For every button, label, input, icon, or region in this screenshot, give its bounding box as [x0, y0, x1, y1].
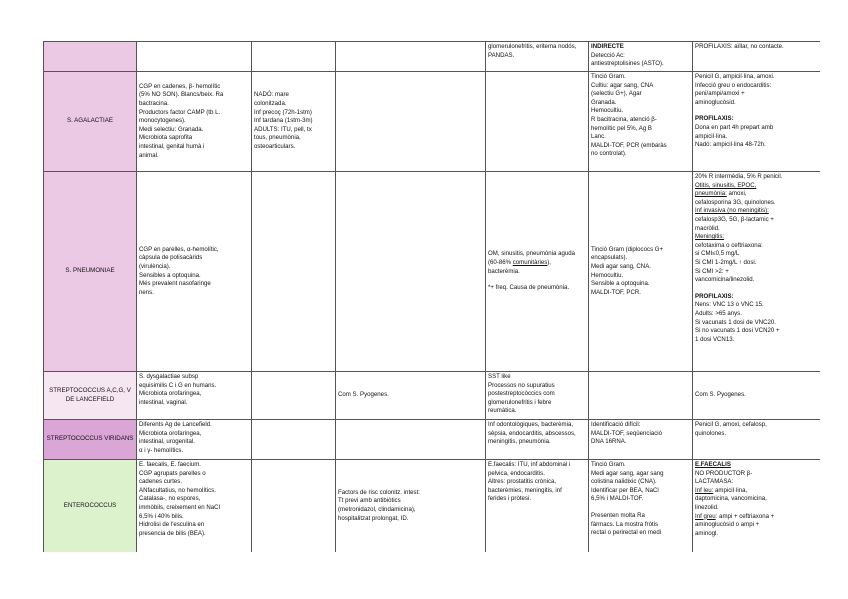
text-line: (60-86% comunitàries),: [488, 258, 552, 266]
text-line: animal.: [139, 151, 159, 159]
text-line: Nens: VNC 13 o VNC 15.: [695, 301, 764, 309]
underlined-text: pneumònia:: [695, 190, 727, 198]
text-line: Si vacunats 1 dosi de VNC20.: [695, 318, 776, 326]
text-line: Tinció Gram.: [591, 461, 626, 468]
text-line: Com S. Pyogenes.: [338, 391, 389, 399]
text-line: Tinció Gram (diplococs G+: [591, 245, 664, 253]
text-line: Detecció Ac:: [591, 51, 625, 59]
text-line: daptomicina, vancomicina,: [695, 495, 767, 503]
text-line: hemolític pel 5%, Ag B: [591, 124, 652, 132]
underlined-text: Inf greu: [695, 512, 716, 520]
text-line: ampicil·lina.: [695, 132, 728, 140]
text-line: Identificació difícil:: [591, 421, 641, 428]
text-line: Hidrolisi de l'esculina en: [139, 521, 205, 529]
text-line: intestinal, genital humà i: [139, 142, 205, 150]
text-line: Dona en part 4h prepart amb: [695, 123, 774, 131]
text-line: linezolid.: [695, 503, 719, 511]
text-line: MALDI-TOF, seqüenciació: [591, 429, 663, 437]
text-line: 6,5% i MALDI-TOF.: [591, 495, 644, 503]
text-line: PANDAS.: [488, 51, 515, 59]
organism-name-cell: S. PNEUMONIAE: [44, 172, 137, 372]
text-line: glomerulonefritis i febre: [488, 398, 552, 406]
text-line: Penicil G, amoxi, cefalosp,: [695, 421, 767, 428]
cell-c5: [589, 460, 693, 553]
text-line: Adults: >65 anys.: [695, 309, 742, 317]
text-line: monocytogenes).: [139, 117, 186, 125]
cell-c3: [336, 172, 486, 372]
text-line: cefalosporina 3G, quinolones.: [695, 198, 776, 206]
cell-c1: [137, 42, 252, 72]
text-line: Factors de risc colonitz. intest:: [338, 488, 420, 496]
text-line: Altres: prostatitis crònica,: [488, 478, 557, 486]
text-line: osteoarticulars.: [254, 142, 296, 150]
text-line: PROFILAXIS:: [695, 115, 734, 123]
text-line: Medi agar sang, CNA.: [591, 262, 651, 270]
text-line: cadenes curtes.: [139, 478, 183, 486]
cell-c2: [252, 72, 336, 172]
text-line: 6,5% i 40% bilis.: [139, 512, 184, 520]
text-line: bacterèmies, meningitis, inf: [488, 486, 562, 494]
text-line: Processos no supuratius: [488, 381, 555, 389]
cell-c6: [693, 42, 821, 72]
text-line: 20% R intermèdia, 5% R penicil.: [695, 173, 783, 180]
text-line: reumàtica.: [488, 407, 517, 415]
text-line: (selectiu G+), Agar: [591, 90, 642, 98]
text-line: intestinal, vaginal.: [139, 398, 188, 406]
text-line: Si no vacunats 1 dosi VCN20 +: [695, 327, 780, 335]
text-line: Inf leu: ampicil·lina,: [695, 486, 748, 494]
text-line: Medi selectiu: Granada.: [139, 125, 204, 133]
table-row: [44, 72, 821, 172]
cell-c2: [252, 172, 336, 372]
text-line: [591, 504, 690, 512]
cell-c6: [693, 420, 821, 460]
text-line: pneumònia: amoxi,: [695, 190, 747, 198]
text-line: *+ freq. Causa de pneumònia.: [488, 284, 570, 292]
cell-c6: [693, 460, 821, 553]
table-row: [44, 372, 821, 420]
cell-c5: [589, 42, 693, 72]
text-line: ferides i pròtesi.: [488, 495, 532, 503]
text-line: Meningitis:: [695, 233, 725, 241]
cell-c2: [252, 420, 336, 460]
text-line: antiestreptolisines (ASTO).: [591, 60, 664, 68]
organism-name-cell: S. AGALACTIAE: [44, 72, 137, 172]
cell-c2: [252, 460, 336, 553]
text-line: aminoglucòsid o ampi +: [695, 521, 760, 529]
text-line: càpsula de polisacàrids: [139, 254, 203, 262]
organism-name-cell: STREPTOCOCCUS A,C,G, V DE LANCEFIELD: [44, 372, 137, 420]
text-line: Nadó: ampicil·lina 48-72h.: [695, 141, 766, 149]
text-line: cefotaxima o ceftriaxona:: [695, 241, 763, 249]
text-line: Granada.: [591, 98, 617, 106]
text-line: Microbiota saprofita: [139, 134, 193, 142]
cell-c6: [693, 372, 821, 420]
cell-c4: [486, 72, 589, 172]
text-line: (5% NO SON). Blancs/beix. Ra: [139, 91, 224, 99]
text-line: PROFILAXIS:: [695, 292, 734, 300]
cell-c2: [252, 42, 336, 72]
text-line: nens.: [139, 288, 154, 296]
table-row: [44, 460, 821, 553]
text-line: aminoglucòsid.: [695, 98, 736, 106]
cell-c1: [137, 172, 252, 372]
cell-c1: [137, 460, 252, 553]
text-line: E.FAECALIS: [695, 461, 731, 468]
text-line: Penicil G, ampicil·lina, amoxi.: [695, 73, 775, 80]
text-line: Medi agar sang, agar sang: [591, 469, 664, 477]
cell-c6: [693, 72, 821, 172]
cell-c4: [486, 460, 589, 553]
text-line: MALDI-TOF, PCR (embaràs: [591, 141, 667, 149]
text-line: SST like: [488, 373, 511, 380]
cell-c4: [486, 420, 589, 460]
text-line: immòbils, creixement en NaCl: [139, 503, 220, 511]
text-line: ADULTS: ITU, pell, tx: [254, 125, 312, 133]
cell-c5: [589, 72, 693, 172]
cell-c6: [693, 172, 821, 372]
text-line: rectal o perirectal en medi: [591, 529, 662, 537]
text-line: INDIRECTE: [591, 43, 624, 50]
text-line: bacterèmia.: [488, 267, 520, 275]
text-line: Tt previ amb antibiòtics: [338, 497, 401, 505]
text-line: Microbiota orofaringea,: [139, 429, 202, 437]
text-line: tous, pneumònia,: [254, 134, 301, 142]
text-line: fàrmacs. La mostra fròtis: [591, 520, 659, 528]
text-line: E. faecalis, E. faecium.: [139, 461, 201, 468]
text-line: cefalosp3G, 5G, β-lactamic +: [695, 215, 774, 223]
text-line: (metronidazol, clindamicina),: [338, 506, 416, 513]
text-line: pelvica, endocarditis.: [488, 469, 545, 477]
text-line: PROFILAXIS: aïllar, no contacte.: [695, 43, 784, 50]
text-line: Com S. Pyogenes.: [695, 391, 746, 399]
table-row: [44, 420, 821, 460]
text-line: Inf greu: ampi + ceftriaxona +: [695, 512, 775, 520]
bacteria-table: [43, 41, 820, 552]
text-line: aminogl.: [695, 529, 719, 537]
text-line: hospitalitzat prolongat, ID.: [338, 514, 409, 522]
text-line: Inf odontològiques, bacterèmia,: [488, 421, 574, 428]
cell-c3: [336, 72, 486, 172]
text-line: Productors factor CAMP (tb L.: [139, 108, 221, 116]
text-line: intestinal, urogenital.: [139, 438, 195, 446]
text-line: Inf tardana (1stm-3m): [254, 117, 313, 125]
text-line: (virulència).: [139, 262, 171, 270]
document-page: [43, 41, 820, 552]
text-line: si CMI≤0,5 mg/L: [695, 250, 740, 258]
text-line: no controlat).: [591, 150, 627, 158]
text-line: [488, 276, 586, 284]
text-line: Infecció greu o endocarditis:: [695, 81, 772, 89]
table-row: [44, 172, 821, 372]
cell-c1: [137, 372, 252, 420]
underlined-text: comunitàries: [512, 258, 548, 266]
text-line: Otitis, sinusitis, EPOC,: [695, 181, 757, 189]
text-line: encapsulats).: [591, 254, 628, 262]
text-line: MALDI-TOF, PCR.: [591, 288, 641, 296]
text-line: E.faecalis: ITU, inf abdominal i: [488, 461, 571, 468]
text-line: Inf invasiva (no meningitis):: [695, 207, 769, 215]
text-line: 1 dosi VCN13.: [695, 335, 735, 343]
text-line: presencia de bilis (BEA).: [139, 529, 206, 537]
text-line: [695, 107, 818, 115]
text-line: NO PRODUCTOR β-: [695, 469, 753, 477]
text-line: LACTAMASA:: [695, 478, 734, 486]
cell-c4: [486, 42, 589, 72]
text-line: Microbiota orofaringea,: [139, 390, 202, 398]
text-line: CGP agrupats parelles o: [139, 469, 206, 477]
text-line: Identificar per BEA, NaCl: [591, 486, 659, 494]
cell-c4: [486, 372, 589, 420]
organism-name-cell: ENTEROCOCCUS: [44, 460, 137, 553]
text-line: CGP en parelles, α-hemolític,: [139, 245, 219, 253]
text-line: [695, 285, 818, 293]
cell-c3: [336, 372, 486, 420]
text-line: Hemocultiu.: [591, 107, 624, 115]
text-line: postestreptocòccics com: [488, 390, 555, 398]
text-line: R bacitracina, atenció β-: [591, 115, 657, 123]
text-line: Presenten molta Ra: [591, 511, 645, 519]
cell-c1: [137, 72, 252, 172]
text-line: Hemocultiu.: [591, 271, 624, 279]
text-line: ANfacultatius, no hemolítics.: [139, 486, 216, 494]
text-line: peni/ampi/amoxi +: [695, 90, 745, 98]
cell-c3: [336, 460, 486, 553]
table-row: [44, 42, 821, 72]
text-line: S. dysgalactiae subsp: [139, 373, 199, 380]
text-line: bactracina.: [139, 100, 169, 108]
text-line: α i γ- hemolítics.: [139, 446, 184, 454]
cell-c3: [336, 420, 486, 460]
text-line: Tinció Gram.: [591, 73, 626, 80]
text-line: vancomicina/linezolid.: [695, 276, 755, 284]
text-line: Catalasa-, no espores,: [139, 495, 201, 503]
cell-c2: [252, 372, 336, 420]
text-line: macròlid.: [695, 224, 720, 232]
cell-c1: [137, 420, 252, 460]
text-line: Lanc.: [591, 133, 606, 141]
text-line: Diferents Ag de Lancefield.: [139, 421, 212, 428]
text-line: Més prevalent nasofaringe: [139, 280, 211, 288]
cell-c5: [589, 172, 693, 372]
cell-c3: [336, 42, 486, 72]
cell-c5: [589, 372, 693, 420]
text-line: CGP en cadenes, β- hemolític: [139, 82, 221, 90]
cell-c5: [589, 420, 693, 460]
text-line: Si CMI >2: +: [695, 267, 729, 275]
text-line: glomerulonefritis, eritema nodós,: [488, 43, 577, 50]
text-line: Cultiu: agar sang, CNA: [591, 81, 654, 89]
text-line: colistina nalidixic (CNA).: [591, 478, 657, 486]
text-line: Si CMI 1-2mg/L ↑ dosi.: [695, 258, 757, 266]
text-line: NADÓ: mare: [254, 91, 289, 99]
text-line: Sensible a optoquina.: [591, 280, 650, 288]
cell-c4: [486, 172, 589, 372]
text-line: quinolones.: [695, 429, 727, 437]
text-line: Inf precoç (72h-1stm): [254, 108, 312, 116]
text-line: OM, sinusitis, pneumònia aguda: [488, 250, 576, 258]
organism-name-cell: [44, 42, 137, 72]
underlined-text: Inf leu:: [695, 486, 714, 494]
text-line: colonitzada.: [254, 100, 287, 108]
text-line: DNA 16RNA.: [591, 438, 627, 446]
text-line: equisimilis C i G en humans.: [139, 381, 217, 389]
organism-name-cell: STREPTOCOCCUS VIRIDANS: [44, 420, 137, 460]
text-line: sèpsia, endocarditis, abscessos,: [488, 429, 576, 437]
text-line: meningitis, pneumònia.: [488, 438, 551, 446]
text-line: Sensibles a optoquina.: [139, 271, 201, 279]
